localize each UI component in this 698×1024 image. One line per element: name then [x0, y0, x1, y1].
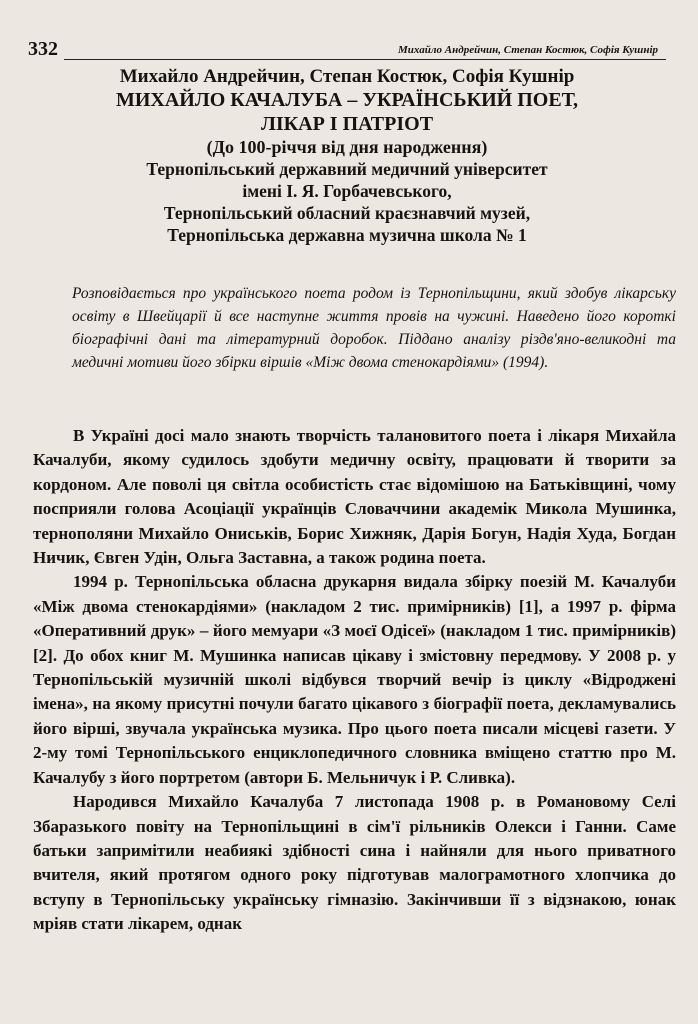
page-number: 332 — [28, 38, 58, 60]
article-title-line-2: ЛІКАР І ПАТРІОТ — [260, 113, 434, 135]
running-head: Михайло Андрейчин, Степан Костюк, Софія Кушнір — [398, 44, 658, 56]
page-header — [28, 38, 666, 62]
body-paragraph: 1994 р. Тернопільська обласна друкарня видала збірку поезій М. Качалуби «Між двома стенокардіями» (накладом 2 тис. примірників) [1], а 1997 р. фірма «Оперативний друк» – його мемуари «З моєї Одісеї» (накладом 1 тис. примірників) [2]. До обох книг М. Мушинка написав цікаву і змістовну передмову. У 2008 р. у Тернопільській музичній школі відбувся творчий вечір із циклу «Відроджені імена», на якому присутні почули багато цікавого з біографії поета, декламувались його вірші, звучала українська музика. Про цього поета писали місцеві газети. У 2-му томі Тернопільського енциклопедичного словника вміщено статтю про М. Качалубу з його портретом (автори Б. Мельничук і Р. Сливка). — [33, 572, 676, 787]
article-occasion: (До 100-річчя від дня народження) — [206, 137, 488, 157]
affiliation-line: імені І. Я. Горбачевського, — [242, 181, 452, 201]
body-paragraph: Народився Михайло Качалуба 7 листопада 1908 р. в Романовому Селі Збаразького повіту на Тернопільщині в сім'ї рільників Олекси і Ганни. Саме батьки запримітили неабиякі здібності сина і найняли для нього приватного вчителя, який протягом одного року підготував малограмотного хлопчика до вступу в Тернопільську українську гімназію. Закінчивши її з відзнакою, юнак мріяв стати лікарем, однак — [33, 792, 676, 934]
article-authors: Михайло Андрейчин, Степан Костюк, Софія Кушнір — [119, 66, 575, 87]
article-title-line-1: МИХАЙЛО КАЧАЛУБА – УКРАЇНСЬКИЙ ПОЕТ, — [115, 89, 579, 111]
affiliation-line: Тернопільський обласний краєзнавчий музей, — [163, 203, 531, 223]
header-rule — [64, 59, 666, 60]
article-body — [33, 424, 676, 937]
body-paragraph: В Україні досі мало знають творчість талановитого поета і лікаря Михайла Качалуби, якому судилось здобути медичну освіту, працювати й творити за кордоном. Але поволі ця світла особистість стає відомішою на Батьківщині, чому посприяли голова Асоціації українців Словаччини академік Микола Мушинка, тернополяни Михайло Ониськів, Борис Хижняк, Дарія Богун, Надія Худа, Богдан Ничик, Євген Удін, Ольга Заставна, а також родина поета. — [33, 426, 676, 568]
affiliation-line: Тернопільська державна музична школа № 1 — [167, 225, 527, 245]
title-block — [40, 66, 654, 246]
affiliation-line: Тернопільський державний медичний університет — [146, 159, 548, 179]
article-abstract: Розповідається про українського поета родом із Тернопільщини, який здобув лікарську освіту в Швейцарії й все наступне життя провів на чужині. Наведено його короткі біографічні дані та літературний доробок. Піддано аналізу різдв'яно-великодні та медичні мотиви його збірки віршів «Між двома стенокардіями» (1994). — [72, 285, 676, 371]
